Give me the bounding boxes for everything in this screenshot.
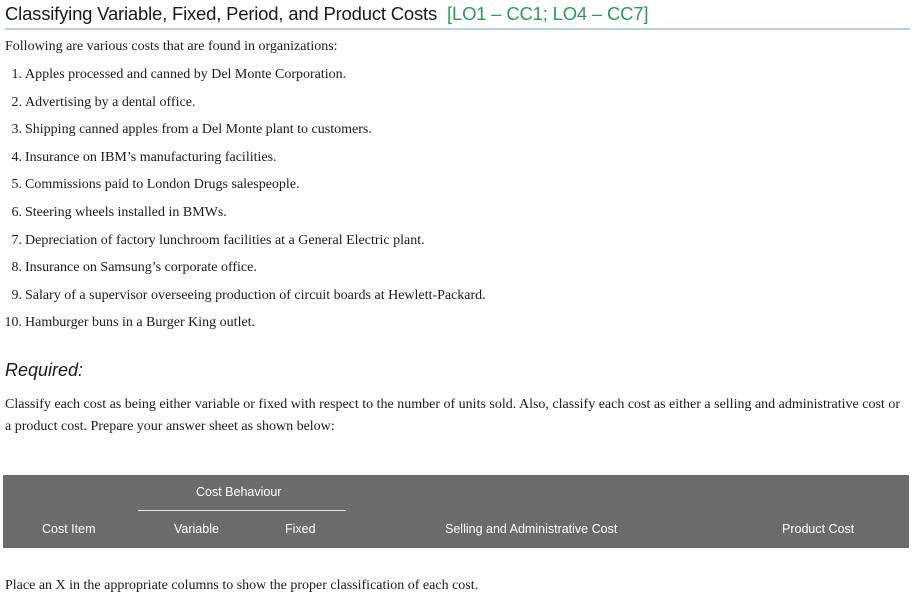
column-header-variable: Variable xyxy=(174,522,219,536)
item-number: 10. xyxy=(4,315,22,331)
list-item xyxy=(0,314,486,342)
list-item xyxy=(0,259,486,287)
column-header-cost-item: Cost Item xyxy=(42,522,96,536)
answer-sheet-header xyxy=(3,475,909,548)
cost-behaviour-header: Cost Behaviour xyxy=(196,485,282,499)
page-title xyxy=(5,2,910,30)
item-text: Salary of a supervisor overseeing production of circuit boards at Hewlett-Packard. xyxy=(25,287,486,303)
item-text: Insurance on IBM’s manufacturing facilities. xyxy=(25,149,277,165)
column-header-fixed: Fixed xyxy=(285,522,316,536)
list-item xyxy=(0,176,486,204)
list-item xyxy=(0,121,486,149)
item-number: 8. xyxy=(11,260,22,276)
list-item xyxy=(0,94,486,122)
column-header-product-cost: Product Cost xyxy=(782,522,855,536)
cost-behaviour-divider xyxy=(138,510,346,511)
item-text: Shipping canned apples from a Del Monte plant to customers. xyxy=(25,122,372,138)
item-text: Depreciation of factory lunchroom facilities at a General Electric plant. xyxy=(25,232,425,248)
item-text: Apples processed and canned by Del Monte Corporation. xyxy=(25,67,347,82)
item-number: 7. xyxy=(11,232,22,248)
item-number: 4. xyxy=(11,149,22,165)
item-number: 9. xyxy=(11,287,22,303)
list-item xyxy=(0,66,486,94)
item-text: Commissions paid to London Drugs salespeople. xyxy=(25,177,300,193)
item-text: Advertising by a dental office. xyxy=(25,94,196,110)
item-text: Insurance on Samsung’s corporate office. xyxy=(25,260,257,276)
item-text: Hamburger buns in a Burger King outlet. xyxy=(25,315,256,331)
list-item xyxy=(0,232,486,260)
item-number: 3. xyxy=(11,122,22,138)
footer-instructions: Place an X in the appropriate columns to show the proper classification of each cost. xyxy=(5,578,479,593)
title-text: Classifying Variable, Fixed, Period, and Product Costs xyxy=(5,3,438,24)
item-number: 2. xyxy=(11,94,22,110)
item-text: Steering wheels installed in BMWs. xyxy=(25,204,227,220)
required-heading: Required: xyxy=(5,360,84,380)
item-number: 6. xyxy=(11,204,22,220)
item-number: 1. xyxy=(11,67,22,82)
list-item xyxy=(0,287,486,315)
item-number: 5. xyxy=(11,177,22,193)
list-item xyxy=(0,204,486,232)
required-instructions: Classify each cost as being either variable or fixed with respect to the number of units sold. Also, classify each cost as either a selling and administrative cost or a product cost. Prepare your answer sheet as shown below: xyxy=(5,397,900,434)
column-header-selling-admin: Selling and Administrative Cost xyxy=(445,522,618,536)
cost-list xyxy=(0,66,486,342)
list-item xyxy=(0,149,486,177)
intro-text: Following are various costs that are found in organizations: xyxy=(5,39,338,54)
learning-objectives-tag: [LO1 – CC1; LO4 – CC7] xyxy=(447,3,649,24)
